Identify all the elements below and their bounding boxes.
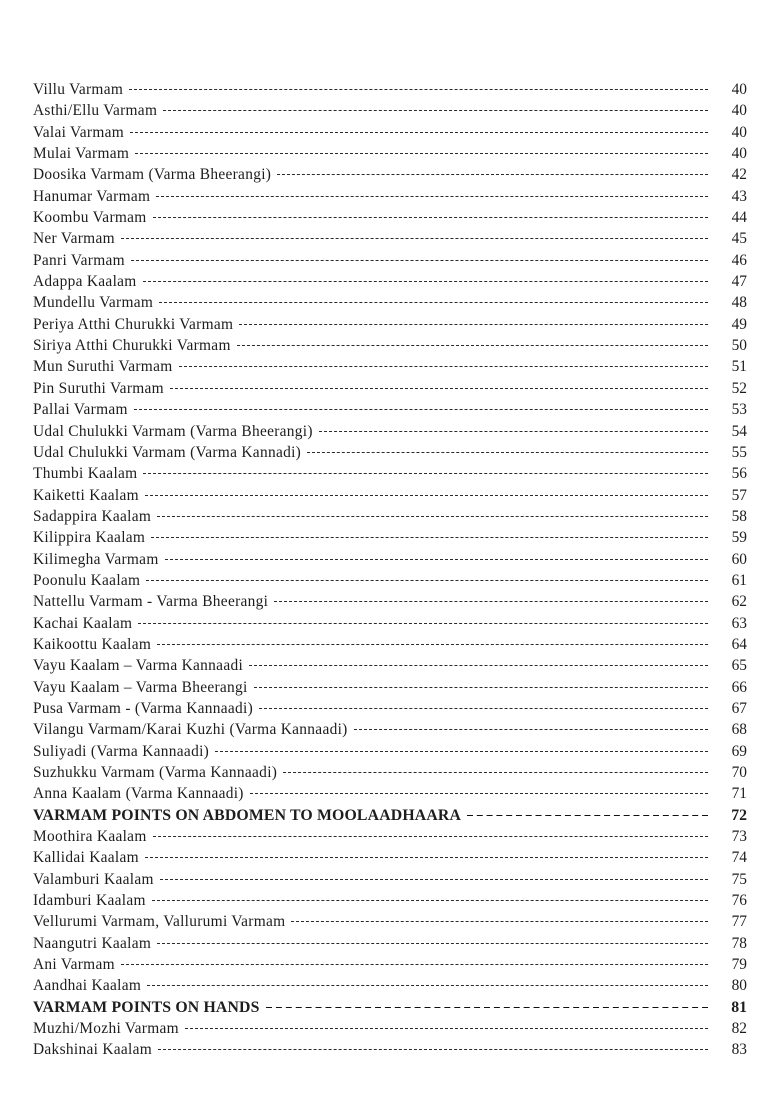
toc-leader-dots	[159, 302, 708, 303]
toc-entry-row[interactable]	[33, 228, 747, 249]
toc-entry-title: Pusa Varmam - (Varma Kannaadi)	[33, 699, 254, 717]
toc-page-number: 43	[731, 187, 747, 205]
toc-page-number: 47	[731, 273, 747, 291]
toc-leader-dots	[156, 196, 708, 197]
toc-entry-row[interactable]	[33, 890, 747, 911]
toc-page-number: 60	[731, 550, 747, 568]
toc-entry-row[interactable]	[33, 314, 747, 335]
toc-entry-row[interactable]	[33, 143, 747, 164]
toc-page-number: 70	[731, 764, 747, 781]
toc-page-number: 46	[731, 251, 747, 269]
toc-entry-title: Ner Varmam	[33, 230, 115, 248]
toc-entry-row[interactable]	[33, 442, 747, 463]
toc-leader-dots	[147, 985, 708, 986]
toc-entry-title: Kallidai Kaalam	[33, 849, 139, 867]
toc-entry-row[interactable]	[33, 655, 747, 676]
toc-entry-title: Villu Varmam	[33, 81, 124, 98]
toc-entry-title: Suliyadi (Varma Kannaadi)	[33, 742, 210, 760]
toc-entry-title: Kilimegha Varmam	[33, 550, 159, 568]
toc-page-number: 51	[731, 358, 747, 376]
toc-leader-dots	[249, 665, 708, 666]
toc-leader-dots	[121, 964, 708, 965]
toc-leader-dots	[129, 89, 708, 90]
toc-entry-row[interactable]	[33, 122, 747, 143]
toc-entry-title: Kaiketti Kaalam	[33, 486, 139, 504]
toc-page-number: 64	[731, 635, 747, 653]
toc-page-number: 71	[731, 785, 747, 803]
toc-leader-dots	[254, 687, 708, 688]
toc-page-number: 73	[731, 828, 747, 846]
toc-page-number: 81	[731, 998, 747, 1016]
toc-page-number: 53	[731, 401, 747, 419]
toc-entry-row[interactable]	[33, 485, 747, 506]
toc-entry-title: Vayu Kaalam – Varma Kannaadi	[33, 657, 244, 675]
toc-page-number: 40	[731, 123, 747, 141]
toc-entry-row[interactable]	[33, 677, 747, 698]
toc-page-number: 67	[731, 699, 747, 717]
toc-entry-title: Naangutri Kaalam	[33, 934, 152, 952]
toc-page-number: 55	[731, 443, 747, 461]
toc-page-number: 40	[731, 145, 747, 163]
toc-leader-dots	[157, 943, 708, 944]
toc-entry-row[interactable]	[33, 356, 747, 377]
toc-page-number: 66	[731, 678, 747, 696]
toc-entry-title: Panri Varmam	[33, 251, 125, 269]
toc-leader-dots	[138, 623, 708, 624]
toc-entry-title: Pallai Varmam	[33, 401, 128, 419]
toc-leader-dots	[266, 1007, 708, 1008]
toc-entry-row[interactable]	[33, 954, 747, 975]
toc-page-number: 80	[731, 977, 747, 995]
toc-entry-row[interactable]	[33, 421, 747, 442]
toc-entry-title: Kachai Kaalam	[33, 614, 133, 632]
toc-entry-row[interactable]	[33, 506, 747, 527]
toc-entry-row[interactable]	[33, 762, 747, 783]
toc-entry-row[interactable]	[33, 1018, 747, 1039]
toc-section-title: VARMAM POINTS ON ABDOMEN TO MOOLAADHAARA	[33, 806, 462, 824]
toc-leader-dots	[185, 1028, 708, 1029]
toc-entry-title: Mundellu Varmam	[33, 294, 154, 312]
toc-page-number: 61	[731, 571, 747, 589]
toc-entry-row[interactable]	[33, 79, 747, 100]
toc-page-number: 75	[731, 870, 747, 888]
toc-entry-title: Ani Varmam	[33, 956, 115, 974]
toc-entry-row[interactable]	[33, 292, 747, 313]
toc-entry-title: Vellurumi Varmam, Vallurumi Varmam	[33, 913, 286, 931]
toc-page-number: 44	[731, 209, 747, 227]
toc-entry-title: Nattellu Varmam - Varma Bheerangi	[33, 593, 269, 611]
toc-entry-row[interactable]	[33, 741, 747, 762]
toc-leader-dots	[467, 815, 708, 816]
toc-entry-row[interactable]	[33, 164, 747, 185]
toc-entry-title: Hanumar Varmam	[33, 187, 151, 205]
toc-entry-title: Doosika Varmam (Varma Bheerangi)	[33, 166, 272, 184]
toc-entry-title: Siriya Atthi Churukki Varmam	[33, 337, 231, 355]
toc-leader-dots	[152, 900, 708, 901]
toc-entry-row[interactable]	[33, 826, 747, 847]
toc-leader-dots	[163, 110, 708, 111]
toc-leader-dots	[319, 431, 708, 432]
toc-leader-dots	[157, 516, 708, 517]
toc-entry-title: Thumbi Kaalam	[33, 465, 138, 483]
toc-page-number: 63	[731, 614, 747, 632]
toc-entry-title: Moothira Kaalam	[33, 828, 147, 846]
toc-page-number: 54	[731, 422, 747, 440]
toc-leader-dots	[143, 473, 708, 474]
toc-leader-dots	[160, 879, 708, 880]
toc-leader-dots	[145, 857, 708, 858]
toc-entry-row[interactable]	[33, 271, 747, 292]
toc-page-number: 40	[731, 102, 747, 120]
toc-entry-row[interactable]	[33, 335, 747, 356]
toc-entry-row[interactable]	[33, 570, 747, 591]
toc-page-number: 57	[731, 486, 747, 504]
toc-entry-title: Adappa Kaalam	[33, 273, 137, 291]
toc-leader-dots	[274, 601, 708, 602]
toc-leader-dots	[146, 580, 708, 581]
toc-leader-dots	[158, 1049, 708, 1050]
toc-page-number: 78	[731, 934, 747, 952]
toc-leader-dots	[157, 644, 708, 645]
toc-page-number: 45	[731, 230, 747, 248]
toc-entry-row[interactable]	[33, 719, 747, 740]
table-of-contents	[33, 79, 747, 1061]
toc-page-number: 59	[731, 529, 747, 547]
toc-leader-dots	[145, 495, 708, 496]
toc-section-heading-row[interactable]	[33, 805, 747, 826]
toc-page-number: 74	[731, 849, 747, 867]
toc-leader-dots	[143, 281, 708, 282]
toc-page-number: 83	[731, 1041, 747, 1059]
toc-page-number: 58	[731, 507, 747, 525]
toc-entry-title: Dakshinai Kaalam	[33, 1041, 153, 1059]
toc-entry-row[interactable]	[33, 100, 747, 121]
toc-entry-title: Anna Kaalam (Varma Kannaadi)	[33, 785, 244, 803]
toc-entry-title: Valamburi Kaalam	[33, 870, 154, 888]
toc-page-number: 82	[731, 1020, 747, 1038]
toc-page-number: 52	[731, 379, 747, 397]
toc-page-number: 56	[731, 465, 747, 483]
toc-page-number: 62	[731, 593, 747, 611]
toc-leader-dots	[250, 793, 708, 794]
toc-entry-title: Pin Suruthi Varmam	[33, 379, 164, 397]
toc-page-number: 42	[731, 166, 747, 184]
toc-entry-row[interactable]	[33, 399, 747, 420]
toc-entry-row[interactable]	[33, 975, 747, 996]
toc-entry-row[interactable]	[33, 549, 747, 570]
toc-leader-dots	[131, 260, 708, 261]
toc-page-number: 50	[731, 337, 747, 355]
toc-entry-title: Vayu Kaalam – Varma Bheerangi	[33, 678, 248, 696]
toc-entry-row[interactable]	[33, 783, 747, 804]
toc-page-number: 48	[731, 294, 747, 312]
toc-leader-dots	[135, 153, 708, 154]
toc-page-number: 76	[731, 892, 747, 910]
toc-leader-dots	[307, 452, 708, 453]
toc-entry-title: Idamburi Kaalam	[33, 892, 146, 910]
toc-entry-row[interactable]	[33, 378, 747, 399]
toc-entry-title: Udal Chulukki Varmam (Varma Bheerangi)	[33, 422, 313, 440]
toc-entry-row[interactable]	[33, 463, 747, 484]
toc-entry-title: Mulai Varmam	[33, 145, 130, 163]
toc-leader-dots	[283, 772, 708, 773]
toc-leader-dots	[153, 836, 708, 837]
toc-entry-title: Periya Atthi Churukki Varmam	[33, 315, 234, 333]
toc-leader-dots	[165, 559, 708, 560]
toc-page-number: 40	[731, 81, 747, 98]
toc-entry-row[interactable]	[33, 698, 747, 719]
toc-page-number: 68	[731, 721, 747, 739]
toc-entry-title: Aandhai Kaalam	[33, 977, 142, 995]
toc-entry-row[interactable]	[33, 207, 747, 228]
toc-entry-row[interactable]	[33, 186, 747, 207]
toc-entry-title: Suzhukku Varmam (Varma Kannaadi)	[33, 764, 278, 781]
toc-leader-dots	[121, 238, 708, 239]
toc-leader-dots	[239, 324, 708, 325]
toc-leader-dots	[277, 174, 708, 175]
toc-leader-dots	[170, 388, 708, 389]
toc-entry-row[interactable]	[33, 634, 747, 655]
toc-page-number: 65	[731, 657, 747, 675]
toc-entry-row[interactable]	[33, 911, 747, 932]
toc-entry-title: Kaikoottu Kaalam	[33, 635, 152, 653]
toc-leader-dots	[179, 366, 709, 367]
toc-entry-row[interactable]	[33, 933, 747, 954]
toc-entry-title: Poonulu Kaalam	[33, 571, 141, 589]
toc-section-heading-row[interactable]	[33, 997, 747, 1018]
toc-page-number: 72	[731, 806, 747, 824]
toc-entry-title: Muzhi/Mozhi Varmam	[33, 1020, 179, 1038]
toc-leader-dots	[153, 217, 708, 218]
toc-leader-dots	[130, 132, 708, 133]
toc-page-number: 77	[731, 913, 747, 931]
toc-entry-title: Udal Chulukki Varmam (Varma Kannadi)	[33, 443, 302, 461]
toc-entry-title: Asthi/Ellu Varmam	[33, 102, 158, 120]
toc-leader-dots	[259, 708, 708, 709]
toc-leader-dots	[291, 921, 708, 922]
toc-leader-dots	[215, 751, 708, 752]
toc-section-title: VARMAM POINTS ON HANDS	[33, 998, 260, 1016]
toc-entry-title: Mun Suruthi Varmam	[33, 358, 173, 376]
toc-entry-row[interactable]	[33, 591, 747, 612]
toc-entry-title: Vilangu Varmam/Karai Kuzhi (Varma Kannaadi)	[33, 721, 348, 739]
toc-entry-row[interactable]	[33, 527, 747, 548]
toc-entry-row[interactable]	[33, 847, 747, 868]
toc-entry-title: Valai Varmam	[33, 123, 125, 141]
toc-page-number: 79	[731, 956, 747, 974]
toc-page-number: 49	[731, 315, 747, 333]
toc-leader-dots	[354, 729, 708, 730]
toc-entry-row[interactable]	[33, 869, 747, 890]
toc-entry-row[interactable]	[33, 613, 747, 634]
toc-entry-row[interactable]	[33, 250, 747, 271]
toc-entry-title: Kilippira Kaalam	[33, 529, 146, 547]
toc-entry-title: Koombu Varmam	[33, 209, 147, 227]
toc-entry-title: Sadappira Kaalam	[33, 507, 152, 525]
toc-entry-row[interactable]	[33, 1039, 747, 1060]
toc-leader-dots	[237, 345, 708, 346]
toc-page-number: 69	[731, 742, 747, 760]
toc-leader-dots	[151, 537, 708, 538]
toc-leader-dots	[134, 409, 708, 410]
